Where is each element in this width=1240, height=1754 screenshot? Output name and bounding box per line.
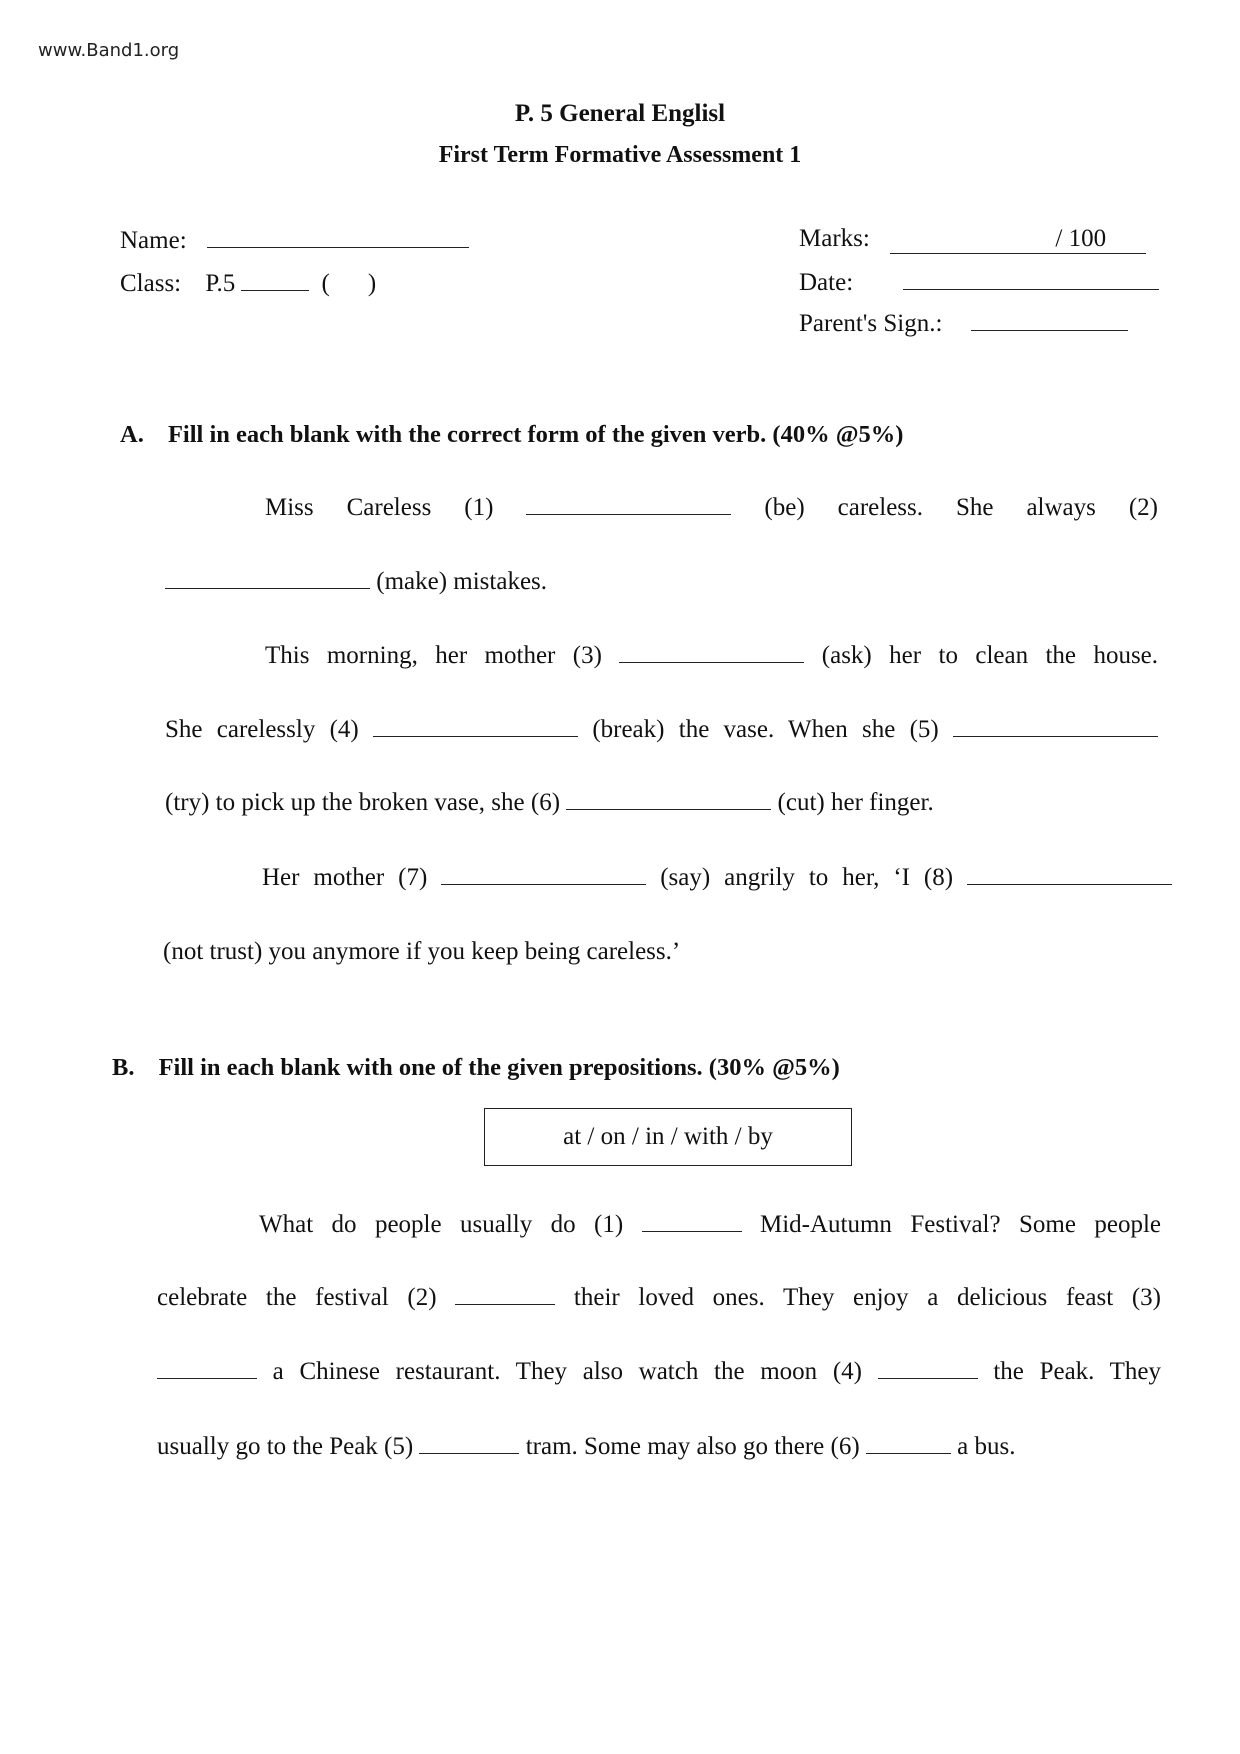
section-a-line-7 bbox=[163, 938, 680, 966]
marks-field bbox=[799, 225, 1146, 254]
text: Mid-Autumn Festival? Some people bbox=[759, 1211, 1161, 1238]
class-blank[interactable] bbox=[241, 268, 309, 291]
blank-a1[interactable] bbox=[526, 513, 731, 515]
text: (make) mistakes. bbox=[376, 568, 548, 595]
blank-a5[interactable] bbox=[953, 735, 1158, 737]
text: the Peak. They bbox=[993, 1358, 1162, 1385]
section-a-line-3 bbox=[265, 642, 1158, 670]
text: tram. Some may also go there (6) bbox=[525, 1433, 860, 1460]
blank-b2[interactable] bbox=[455, 1303, 555, 1305]
class-number-close: ) bbox=[367, 270, 377, 297]
section-a-line-1 bbox=[265, 494, 1158, 522]
blank-a2[interactable] bbox=[165, 587, 370, 589]
section-b-line-2 bbox=[157, 1284, 1161, 1312]
date-blank[interactable] bbox=[903, 267, 1159, 290]
blank-b5[interactable] bbox=[419, 1452, 519, 1454]
section-b-letter: B. bbox=[112, 1054, 135, 1081]
text: (ask) her to clean the house. bbox=[821, 642, 1159, 669]
text: celebrate the festival (2) bbox=[157, 1284, 437, 1311]
class-label: Class: bbox=[120, 270, 182, 297]
name-label: Name: bbox=[120, 227, 187, 254]
text: (try) to pick up the broken vase, she (6) bbox=[165, 789, 561, 816]
section-a-line-4 bbox=[165, 716, 1158, 744]
class-prefix: P.5 bbox=[205, 270, 236, 297]
blank-a6[interactable] bbox=[566, 808, 771, 810]
section-a-letter: A. bbox=[120, 421, 144, 448]
name-field bbox=[120, 225, 469, 255]
name-blank[interactable] bbox=[207, 225, 469, 248]
text: a Chinese restaurant. They also watch the moon (4) bbox=[272, 1358, 863, 1385]
marks-blank[interactable] bbox=[890, 225, 1146, 254]
parent-sign-blank[interactable] bbox=[971, 308, 1128, 331]
section-a-heading bbox=[120, 421, 903, 449]
preposition-word-box: at / on / in / with / by bbox=[484, 1108, 852, 1166]
text: usually go to the Peak (5) bbox=[157, 1433, 414, 1460]
text: their loved ones. They enjoy a delicious feast (3) bbox=[573, 1284, 1161, 1311]
class-number-open: ( bbox=[321, 270, 330, 297]
marks-total: / 100 bbox=[1055, 225, 1107, 252]
page-title: P. 5 General Englisl bbox=[514, 100, 726, 127]
text: (be) careless. She always (2) bbox=[764, 494, 1159, 521]
section-b-line-1 bbox=[259, 1211, 1161, 1239]
text: She carelessly (4) bbox=[165, 716, 359, 743]
text: (say) angrily to her, ‘I (8) bbox=[660, 864, 954, 891]
date-label: Date: bbox=[799, 269, 854, 296]
blank-a3[interactable] bbox=[619, 661, 804, 663]
section-b-instruction: Fill in each blank with one of the given prepositions. (30% @5%) bbox=[158, 1054, 840, 1081]
section-b-heading bbox=[112, 1054, 840, 1082]
blank-b1[interactable] bbox=[642, 1230, 742, 1232]
section-a-line-2 bbox=[165, 568, 547, 596]
text: Miss Careless (1) bbox=[265, 494, 494, 521]
page-subtitle: First Term Formative Assessment 1 bbox=[438, 142, 802, 168]
blank-b4[interactable] bbox=[878, 1377, 978, 1379]
date-field bbox=[799, 267, 1159, 297]
section-a-line-5 bbox=[165, 789, 934, 817]
text: (cut) her finger. bbox=[777, 789, 934, 816]
section-a-instruction: Fill in each blank with the correct form of the given verb. (40% @5%) bbox=[167, 421, 904, 448]
blank-a4[interactable] bbox=[373, 735, 578, 737]
parent-sign-label: Parent's Sign.: bbox=[799, 310, 943, 337]
section-b-line-3 bbox=[157, 1358, 1161, 1386]
text: (break) the vase. When she (5) bbox=[592, 716, 939, 743]
text: Her mother (7) bbox=[262, 864, 428, 891]
parent-sign-field bbox=[799, 308, 1128, 338]
blank-a7[interactable] bbox=[441, 883, 646, 885]
text: (not trust) you anymore if you keep being careless.’ bbox=[163, 938, 681, 965]
class-field bbox=[120, 268, 376, 298]
section-a-line-6 bbox=[262, 864, 1172, 892]
marks-label: Marks: bbox=[799, 225, 870, 252]
section-b-line-4 bbox=[157, 1433, 1015, 1461]
text: This morning, her mother (3) bbox=[265, 642, 602, 669]
blank-a8[interactable] bbox=[967, 883, 1172, 885]
blank-b6[interactable] bbox=[866, 1452, 951, 1454]
watermark: www.Band1.org bbox=[38, 40, 180, 61]
blank-b3[interactable] bbox=[157, 1377, 257, 1379]
text: a bus. bbox=[957, 1433, 1016, 1460]
text: What do people usually do (1) bbox=[259, 1211, 624, 1238]
